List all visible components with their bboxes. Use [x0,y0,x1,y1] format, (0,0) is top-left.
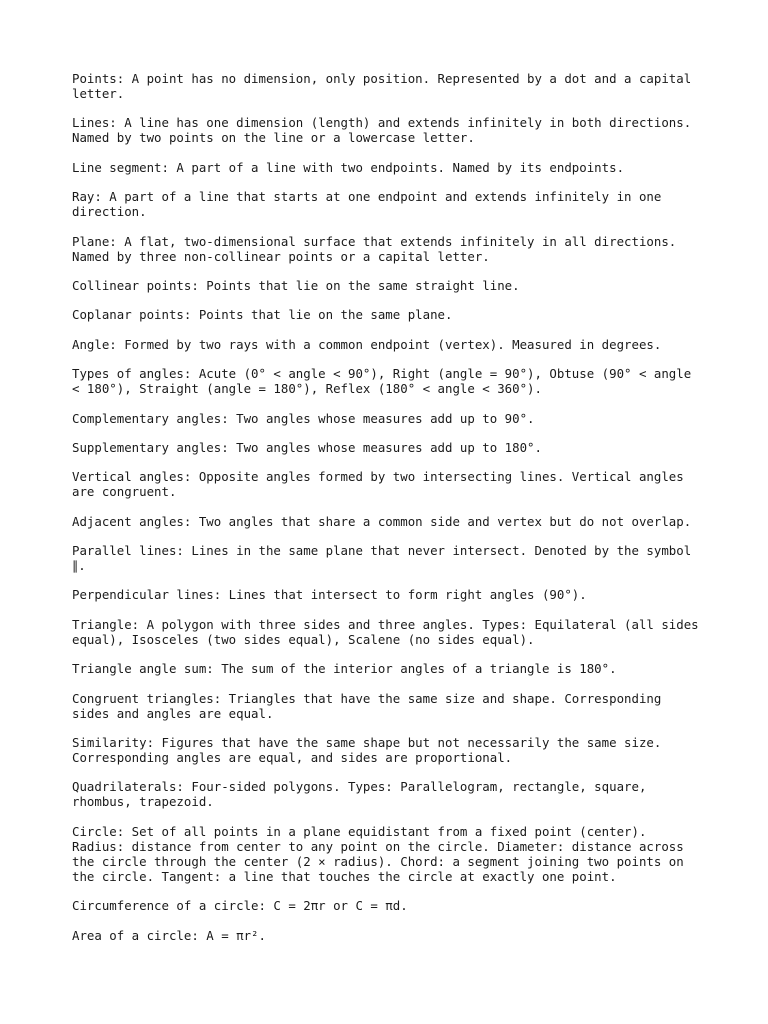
paragraph-vertical-angles: Vertical angles: Opposite angles formed by two intersecting lines. Vertical angles are congruent. [72,469,684,500]
paragraph-angle: Angle: Formed by two rays with a common endpoint (vertex). Measured in degrees. [72,336,662,352]
paragraph-supplementary-angles: Supplementary angles: Two angles whose measures add up to 180°. [72,439,542,455]
paragraph-parallel-lines: Parallel lines: Lines in the same plane that never intersect. Denoted by the symbol ∥. [72,543,692,574]
paragraph-circumference: Circumference of a circle: C = 2πr or C = πd. [72,898,408,914]
paragraph-coplanar-points: Coplanar points: Points that lie on the same plane. [72,307,453,323]
paragraph-ray: Ray: A part of a line that starts at one endpoint and extends infinitely in one direction. [72,189,662,220]
document-body [72,71,702,957]
paragraph-adjacent-angles: Adjacent angles: Two angles that share a common side and vertex but do not overlap. [72,513,692,529]
paragraph-types-of-angles: Types of angles: Acute (0° < angle < 90°), Right (angle = 90°), Obtuse (90° < angle < 180°), Straight (angle = 180°), Reflex (180° < angle < 360°). [72,366,692,397]
paragraph-lines: Lines: A line has one dimension (length) and extends infinitely in both directions. Named by two points on the line or a lowercase letter. [72,115,692,146]
paragraph-area-of-circle: Area of a circle: A = πr². [72,927,266,943]
paragraph-quadrilaterals: Quadrilaterals: Four-sided polygons. Types: Parallelogram, rectangle, square, rhombus, trapezoid. [72,779,647,810]
paragraph-similarity: Similarity: Figures that have the same shape but not necessarily the same size. Corresponding angles are equal, and sides are proportional. [72,735,662,766]
paragraph-perpendicular-lines: Perpendicular lines: Lines that intersect to form right angles (90°). [72,587,587,603]
paragraph-collinear-points: Collinear points: Points that lie on the same straight line. [72,277,520,293]
paragraph-line-segment: Line segment: A part of a line with two endpoints. Named by its endpoints. [72,159,625,175]
paragraph-complementary-angles: Complementary angles: Two angles whose measures add up to 90°. [72,410,535,426]
paragraph-congruent-triangles: Congruent triangles: Triangles that have the same size and shape. Corresponding sides and angles are equal. [72,690,662,721]
paragraph-plane: Plane: A flat, two-dimensional surface that extends infinitely in all directions. Named by three non-collinear points or a capital letter. [72,233,677,264]
paragraph-points: Points: A point has no dimension, only position. Represented by a dot and a capital letter. [72,71,692,101]
paragraph-triangle-angle-sum: Triangle angle sum: The sum of the interior angles of a triangle is 180°. [72,661,617,677]
paragraph-triangle: Triangle: A polygon with three sides and three angles. Types: Equilateral (all sides equal), Isosceles (two sides equal), Scalene (no sides equal). [72,616,699,647]
paragraph-circle: Circle: Set of all points in a plane equidistant from a fixed point (center). Radius: distance from center to any point on the circle. Diameter: distance across the circle through the center (2 × radius). Chord: a segment joining two points on the circle. Tangent: a line that touches the circle at exactly one point. [72,823,684,884]
